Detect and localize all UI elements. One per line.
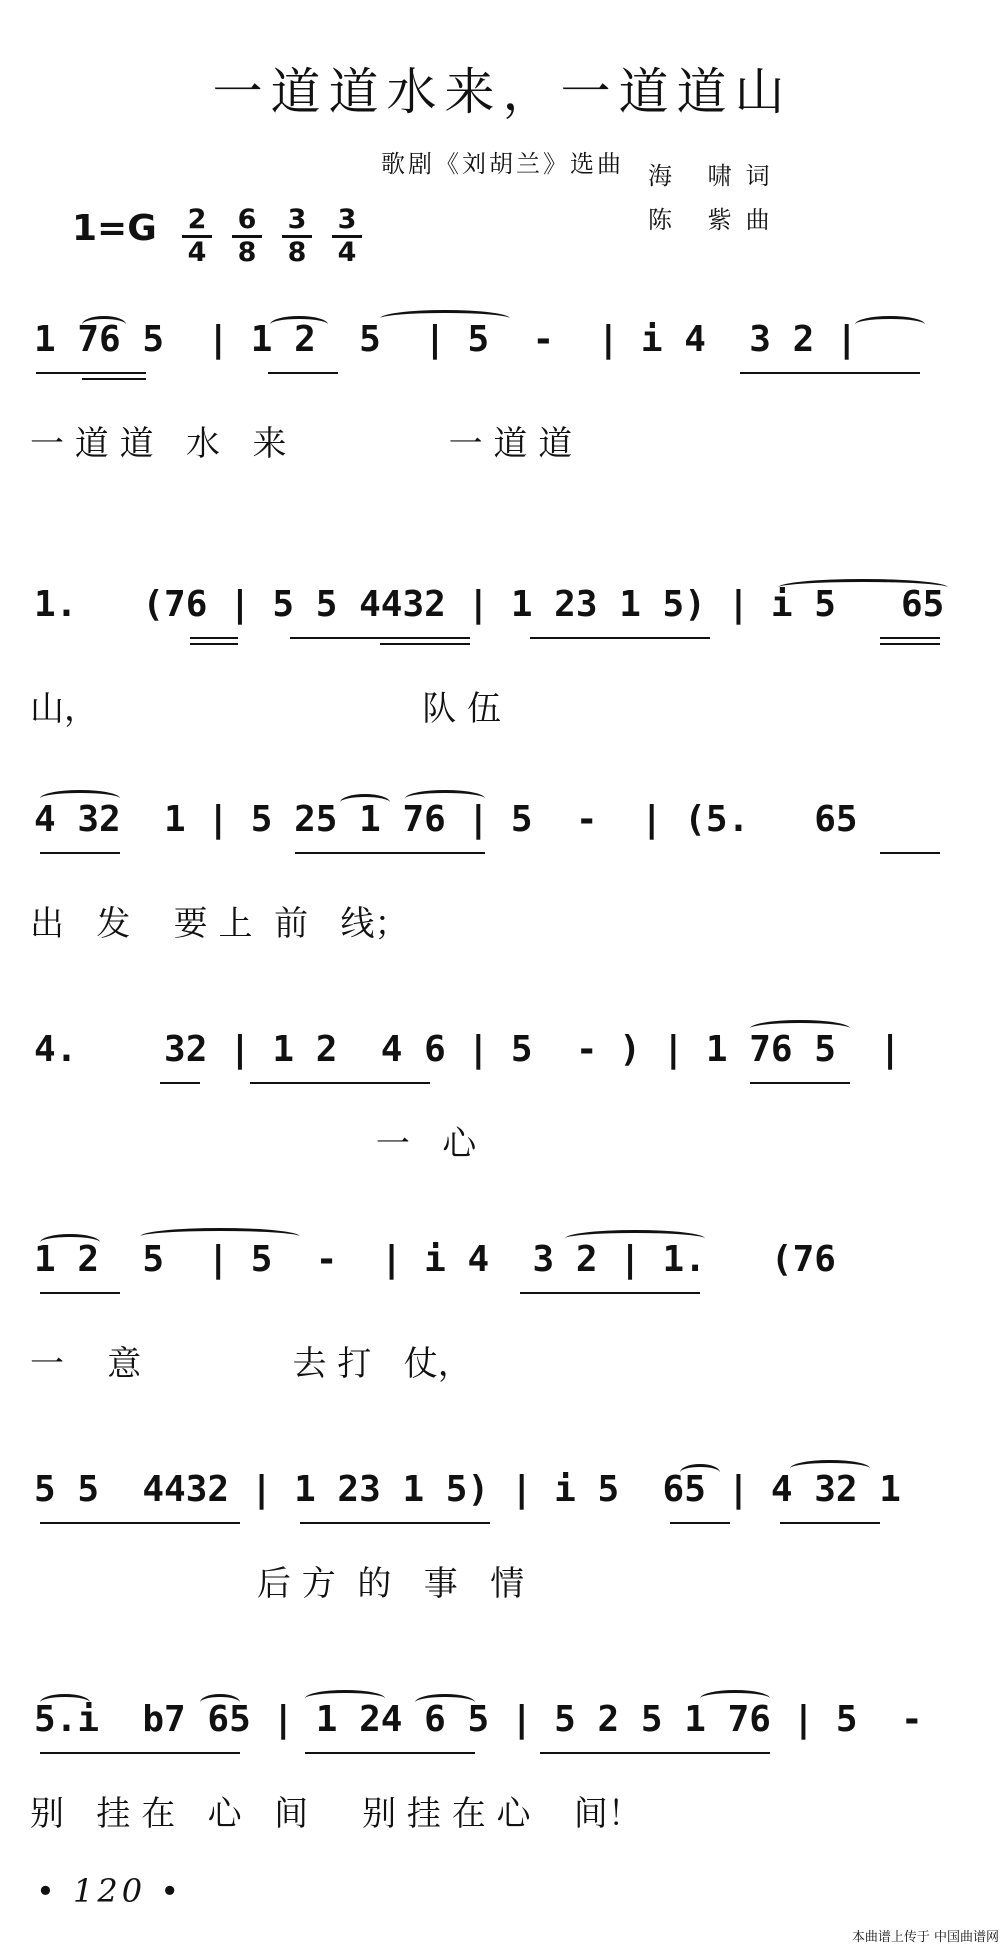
slur-mark (40, 790, 120, 807)
page-number: • 120 • (36, 1872, 184, 1910)
notation-row: 1 2 5 | 5 - | i 4 3 2 | 1. (76 (34, 1239, 836, 1280)
lyricist-credit: 海 啸词 (648, 162, 784, 190)
slur-mark (200, 1694, 240, 1711)
lyrics-row: 一 意 去 打 仗， (30, 1344, 472, 1384)
duration-underline (190, 643, 238, 645)
duration-underline (670, 1522, 730, 1524)
lyrics-row: 一 道 道 水 来 一 道 道 (30, 424, 573, 464)
duration-underline (740, 372, 920, 374)
slur-mark (82, 316, 126, 333)
notation-row: 4 32 1 | 5 25 1 76 | 5 - | (5. 65 (34, 799, 858, 840)
time-signature-4: 3 4 (330, 206, 364, 267)
lyrics-row: 山， 队 伍 (30, 689, 502, 729)
duration-underline (520, 1292, 700, 1294)
slur-mark (790, 1460, 870, 1477)
duration-underline (300, 1522, 490, 1524)
notation-row: 1. (76 | 5 5 4432 | 1 23 1 5) | i 5 65 (34, 584, 945, 625)
duration-underline (40, 852, 120, 854)
notation-row: 4. 32 | 1 2 4 6 | 5 - ) | 1 76 5 | (34, 1029, 901, 1070)
slur-mark (40, 1234, 100, 1251)
lyrics-row: 后 方 的 事 情 (30, 1564, 525, 1604)
slur-mark (305, 1690, 385, 1707)
song-subtitle: 歌剧《刘胡兰》选曲 (381, 150, 624, 178)
duration-underline (160, 1082, 200, 1084)
duration-underline (40, 1522, 240, 1524)
duration-underline (305, 1752, 475, 1754)
slur-mark (415, 1694, 475, 1711)
duration-underline (40, 1292, 120, 1294)
duration-underline (190, 637, 238, 639)
time-signature-1: 2 4 (180, 206, 214, 267)
duration-underline (268, 372, 338, 374)
duration-underline (880, 852, 940, 854)
source-footer: 本曲谱上传于 中国曲谱网 (851, 1930, 999, 1945)
slur-mark (380, 310, 510, 327)
slur-mark (700, 1690, 770, 1707)
duration-underline (750, 1082, 850, 1084)
slur-mark (340, 794, 390, 811)
lyrics-row: 出 发 要 上 前 线； (30, 904, 409, 944)
key-signature: 1=G (72, 208, 157, 249)
slur-mark (140, 1228, 300, 1245)
duration-underline (290, 637, 470, 639)
slur-mark (565, 1230, 705, 1247)
duration-underline (250, 1082, 430, 1084)
slur-mark (270, 316, 328, 333)
duration-underline (540, 1752, 770, 1754)
slur-mark (778, 579, 948, 596)
time-signature-2: 6 8 (230, 206, 264, 267)
time-signature-3: 3 8 (280, 206, 314, 267)
duration-underline (82, 378, 146, 380)
slur-mark (750, 1020, 850, 1037)
notation-row: 5 5 4432 | 1 23 1 5) | i 5 65 | 4 32 1 (34, 1469, 901, 1510)
lyrics-row: 一 心 (30, 1124, 477, 1164)
duration-underline (36, 372, 146, 374)
slur-mark (680, 1464, 720, 1481)
duration-underline (380, 643, 470, 645)
slur-mark (40, 1694, 90, 1711)
notation-row: 1 76 5 | 1 2 5 | 5 - | i 4 3 2 | (34, 319, 858, 360)
composer-credit: 陈 紫曲 (648, 206, 784, 234)
notation-row: 5.i b7 65 | 1 24 6 5 | 5 2 5 1 76 | 5 - (34, 1699, 923, 1740)
duration-underline (530, 637, 710, 639)
slur-mark (855, 316, 925, 333)
duration-underline (40, 1752, 240, 1754)
duration-underline (780, 1522, 880, 1524)
duration-underline (295, 852, 485, 854)
slur-mark (405, 790, 485, 807)
song-title: 一道道水来，一道道山 (212, 63, 793, 121)
lyrics-row: 别 挂 在 心 间 别 挂 在 心 间！ (30, 1794, 642, 1834)
duration-underline (880, 643, 940, 645)
duration-underline (880, 637, 940, 639)
